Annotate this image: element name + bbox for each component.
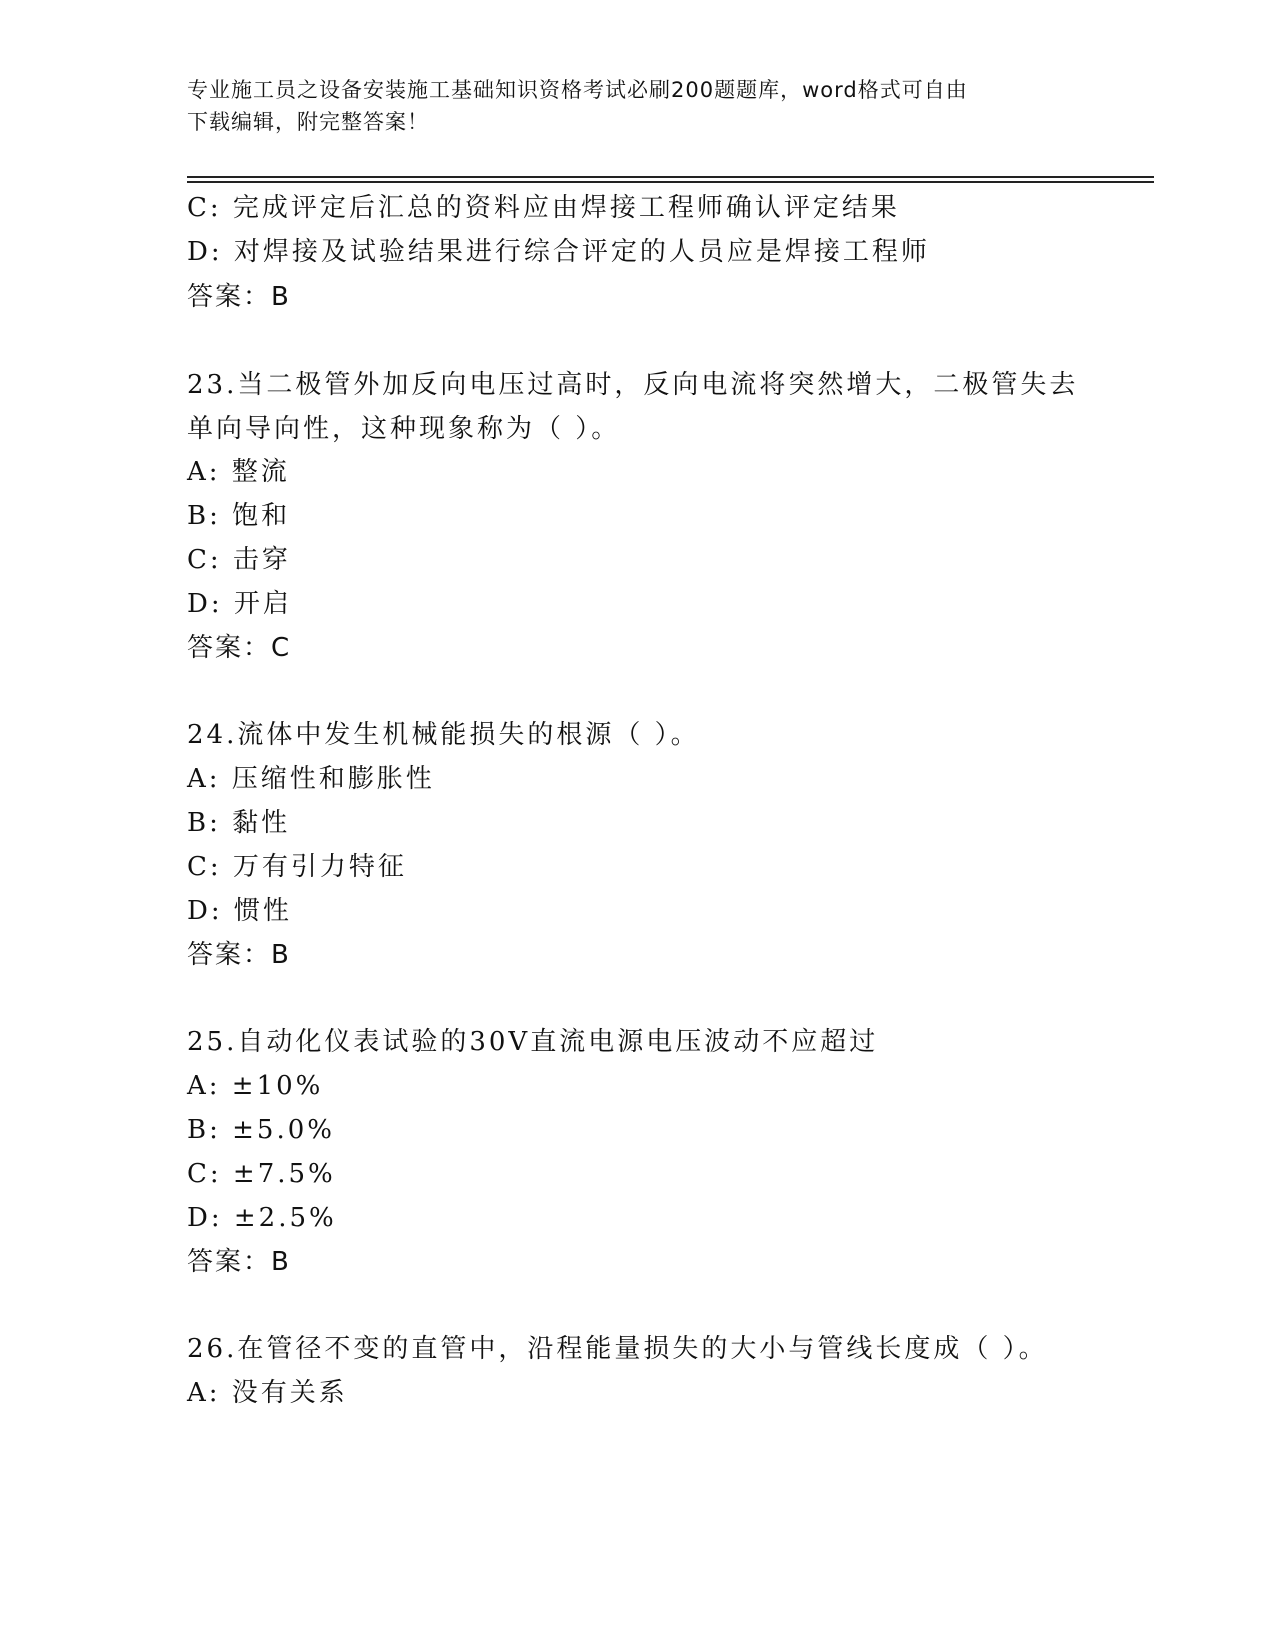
q25-option-d: D: ±2.5% — [187, 1203, 337, 1233]
q24-option-a: A: 压缩性和膨胀性 — [187, 764, 435, 794]
q22-option-d: D: 对焊接及试验结果进行综合评定的人员应是焊接工程师 — [187, 237, 930, 267]
q24-option-c: C: 万有引力特征 — [187, 852, 407, 882]
q23-question-line-1: 23.当二极管外加反向电压过高时，反向电流将突然增大，二极管失去 — [187, 370, 1079, 400]
q23-option-d: D: 开启 — [187, 589, 292, 619]
q25-question: 25.自动化仪表试验的30V直流电源电压波动不应超过 — [187, 1027, 879, 1057]
q23-answer: 答案：C — [187, 633, 292, 663]
q23-option-b: B: 饱和 — [187, 501, 291, 531]
q25-option-c: C: ±7.5% — [187, 1159, 336, 1189]
q25-option-b: B: ±5.0% — [187, 1115, 335, 1145]
document-title-line-1: 专业施工员之设备安装施工基础知识资格考试必刷200题题库，word格式可自由 — [187, 78, 968, 102]
q24-option-d: D: 惯性 — [187, 896, 292, 926]
q22-option-c: C: 完成评定后汇总的资料应由焊接工程师确认评定结果 — [187, 193, 900, 223]
header-divider-top — [187, 176, 1154, 178]
q24-option-b: B: 黏性 — [187, 808, 291, 838]
q23-option-a: A: 整流 — [187, 457, 290, 487]
q23-option-c: C: 击穿 — [187, 545, 291, 575]
q25-option-a: A: ±10% — [187, 1071, 324, 1101]
header-divider-bottom — [187, 181, 1154, 183]
q25-answer: 答案：B — [187, 1247, 291, 1277]
document-title-line-2: 下载编辑，附完整答案！ — [187, 110, 429, 134]
q24-answer: 答案：B — [187, 940, 291, 970]
q22-answer: 答案：B — [187, 282, 291, 312]
q24-question: 24.流体中发生机械能损失的根源（ ）。 — [187, 720, 700, 750]
document-header — [187, 74, 1087, 138]
q23-question-line-2: 单向导向性，这种现象称为（ ）。 — [187, 414, 621, 444]
q26-question: 26.在管径不变的直管中，沿程能量损失的大小与管线长度成（ ）。 — [187, 1334, 1048, 1364]
q26-option-a: A: 没有关系 — [187, 1378, 348, 1408]
